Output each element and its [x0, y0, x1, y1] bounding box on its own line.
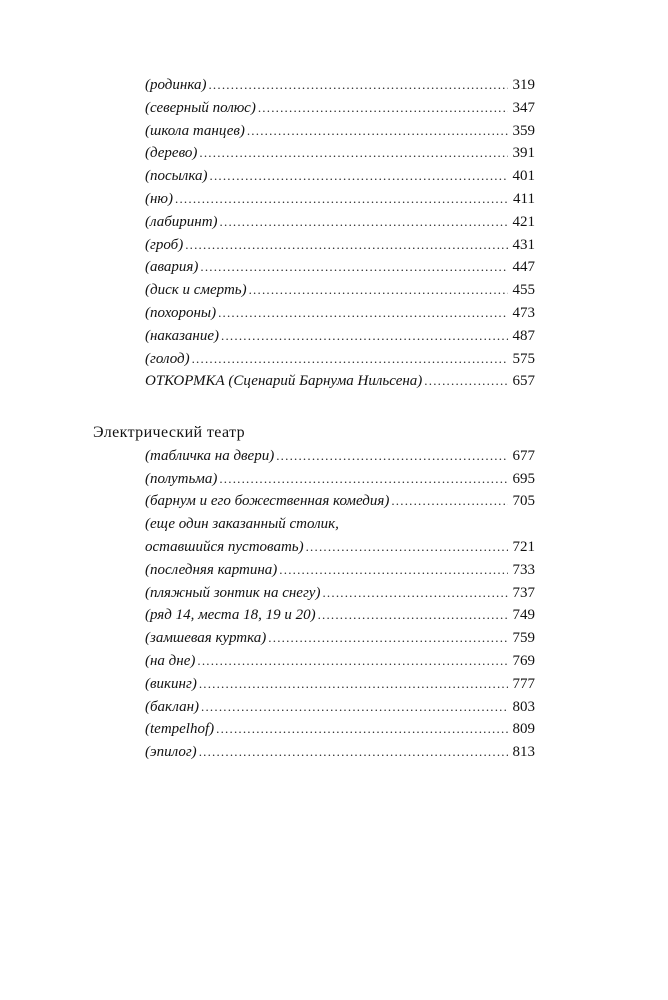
toc-entry-list — [145, 445, 535, 764]
toc-entry[interactable] — [145, 673, 535, 696]
dot-leader — [216, 718, 508, 741]
toc-entry[interactable] — [145, 302, 535, 325]
toc-entry-title: (школа танцев) — [145, 122, 245, 139]
toc-entry-title: (голод) — [145, 350, 190, 367]
toc-entry[interactable] — [145, 718, 535, 741]
toc-entry[interactable] — [145, 582, 535, 605]
dot-leader — [391, 490, 508, 513]
toc-entry-title: оставшийся пустовать) — [145, 538, 304, 555]
toc-entry[interactable] — [145, 234, 535, 257]
dot-leader — [424, 370, 508, 393]
toc-entry-title: (барнум и его божественная комедия) — [145, 493, 390, 510]
toc-page-number: 737 — [512, 584, 535, 601]
toc-page-number: 657 — [512, 373, 535, 390]
toc-entry-title: (родинка) — [145, 77, 207, 93]
dot-leader — [210, 165, 509, 188]
toc-entry-continued[interactable] — [145, 513, 535, 536]
toc-page-number: 473 — [512, 304, 535, 321]
toc-entry-title: (полутьма) — [145, 470, 218, 487]
toc-page-number: 575 — [512, 350, 535, 367]
toc-entry-title: ОТКОРМКА (Сценарий Барнума Нильсена) — [145, 373, 423, 390]
toc-entry-title: (tempelhof) — [145, 721, 215, 738]
toc-entry[interactable] — [145, 142, 535, 165]
dot-leader — [219, 468, 508, 491]
dot-leader — [258, 97, 508, 120]
toc-page-number: 677 — [512, 447, 535, 464]
dot-leader — [276, 445, 508, 468]
toc-entry-title: (ню) — [145, 190, 174, 207]
toc-entry[interactable] — [145, 536, 535, 559]
dot-leader — [249, 279, 508, 302]
toc-page-number: 421 — [512, 213, 535, 230]
toc-page-number: 347 — [512, 99, 535, 116]
toc-entry[interactable] — [145, 741, 535, 764]
toc-entry-title: (ряд 14, места 18, 19 и 20) — [145, 607, 316, 624]
toc-entry-title: (посылка) — [145, 168, 208, 185]
dot-leader — [208, 74, 508, 97]
toc-entry-title: (на дне) — [145, 652, 196, 669]
toc-entry-title: (последняя картина) — [145, 561, 278, 578]
dot-leader — [201, 696, 508, 719]
toc-page-number: 319 — [512, 77, 535, 93]
toc-entry[interactable] — [145, 604, 535, 627]
toc-page-number: 695 — [512, 470, 535, 487]
toc-entry-title: (замшевая куртка) — [145, 630, 267, 647]
toc-entry-title: (похороны) — [145, 304, 217, 321]
dot-leader — [318, 604, 508, 627]
toc-page-number: 447 — [512, 259, 535, 276]
toc-entry-title: (эпилог) — [145, 744, 197, 761]
toc-entry[interactable] — [145, 325, 535, 348]
toc-entry[interactable] — [145, 120, 535, 143]
toc-entry-title: (авария) — [145, 259, 199, 276]
toc-entry[interactable] — [145, 468, 535, 491]
toc-entry[interactable] — [145, 279, 535, 302]
dot-leader — [306, 536, 508, 559]
toc-page-number: 803 — [512, 698, 535, 715]
toc-entry-title: (наказание) — [145, 327, 220, 344]
toc-entry[interactable] — [145, 348, 535, 371]
toc-entry-title: (баклан) — [145, 698, 200, 715]
toc-entry[interactable] — [145, 97, 535, 120]
toc-page-number: 777 — [512, 675, 535, 692]
dot-leader — [268, 627, 508, 650]
dot-leader — [192, 348, 508, 371]
toc-entry-title: (диск и смерть) — [145, 282, 247, 299]
toc-entry-title: (табличка на двери) — [145, 447, 275, 464]
dot-leader — [279, 559, 508, 582]
toc-page-number: 401 — [512, 168, 535, 185]
toc-entry[interactable] — [145, 696, 535, 719]
toc-page-number: 769 — [512, 652, 535, 669]
toc-entry[interactable] — [145, 188, 535, 211]
toc-page-number: 391 — [512, 145, 535, 162]
dot-leader — [247, 120, 508, 143]
dot-leader — [197, 650, 508, 673]
toc-entry[interactable] — [145, 559, 535, 582]
toc-entry-title: (дерево) — [145, 145, 198, 162]
toc-entry[interactable] — [145, 370, 535, 393]
toc-entry[interactable] — [145, 74, 535, 97]
toc-page-number: 487 — [512, 327, 535, 344]
toc-page-number: 359 — [512, 122, 535, 139]
toc-entry-title: (пляжный зонтик на снегу) — [145, 584, 321, 601]
toc-entry-list — [145, 74, 535, 393]
dot-leader — [185, 234, 508, 257]
section-heading[interactable]: Электрический театр — [93, 424, 246, 441]
dot-leader — [218, 302, 508, 325]
toc-entry[interactable] — [145, 490, 535, 513]
toc-entry-title: (гроб) — [145, 236, 184, 253]
toc-page-number: 411 — [513, 190, 535, 207]
dot-leader — [199, 142, 508, 165]
toc-entry[interactable] — [145, 445, 535, 468]
toc-page-number: 705 — [512, 493, 535, 510]
toc-page-number: 455 — [512, 282, 535, 299]
toc-page-number: 431 — [512, 236, 535, 253]
dot-leader — [200, 256, 508, 279]
toc-entry[interactable] — [145, 211, 535, 234]
toc-page-number: 749 — [512, 607, 535, 624]
toc-entry-title: (лабиринт) — [145, 213, 218, 230]
dot-leader — [322, 582, 508, 605]
toc-entry-title: (северный полюс) — [145, 99, 256, 116]
toc-entry-title: (викинг) — [145, 675, 197, 692]
toc-page-number: 809 — [512, 721, 535, 738]
toc-entry[interactable] — [145, 256, 535, 279]
dot-leader — [175, 188, 508, 211]
dot-leader — [221, 325, 508, 348]
toc-page-number: 733 — [512, 561, 535, 578]
toc-page-number: 813 — [512, 744, 535, 761]
toc-entry-title: (еще один заказанный столик, — [145, 516, 339, 533]
dot-leader — [199, 741, 508, 764]
toc-entry[interactable] — [145, 650, 535, 673]
toc-entry[interactable] — [145, 165, 535, 188]
toc-entry[interactable] — [145, 627, 535, 650]
toc-page-number: 721 — [512, 538, 535, 555]
dot-leader — [220, 211, 508, 234]
toc-page-number: 759 — [512, 630, 535, 647]
dot-leader — [199, 673, 508, 696]
